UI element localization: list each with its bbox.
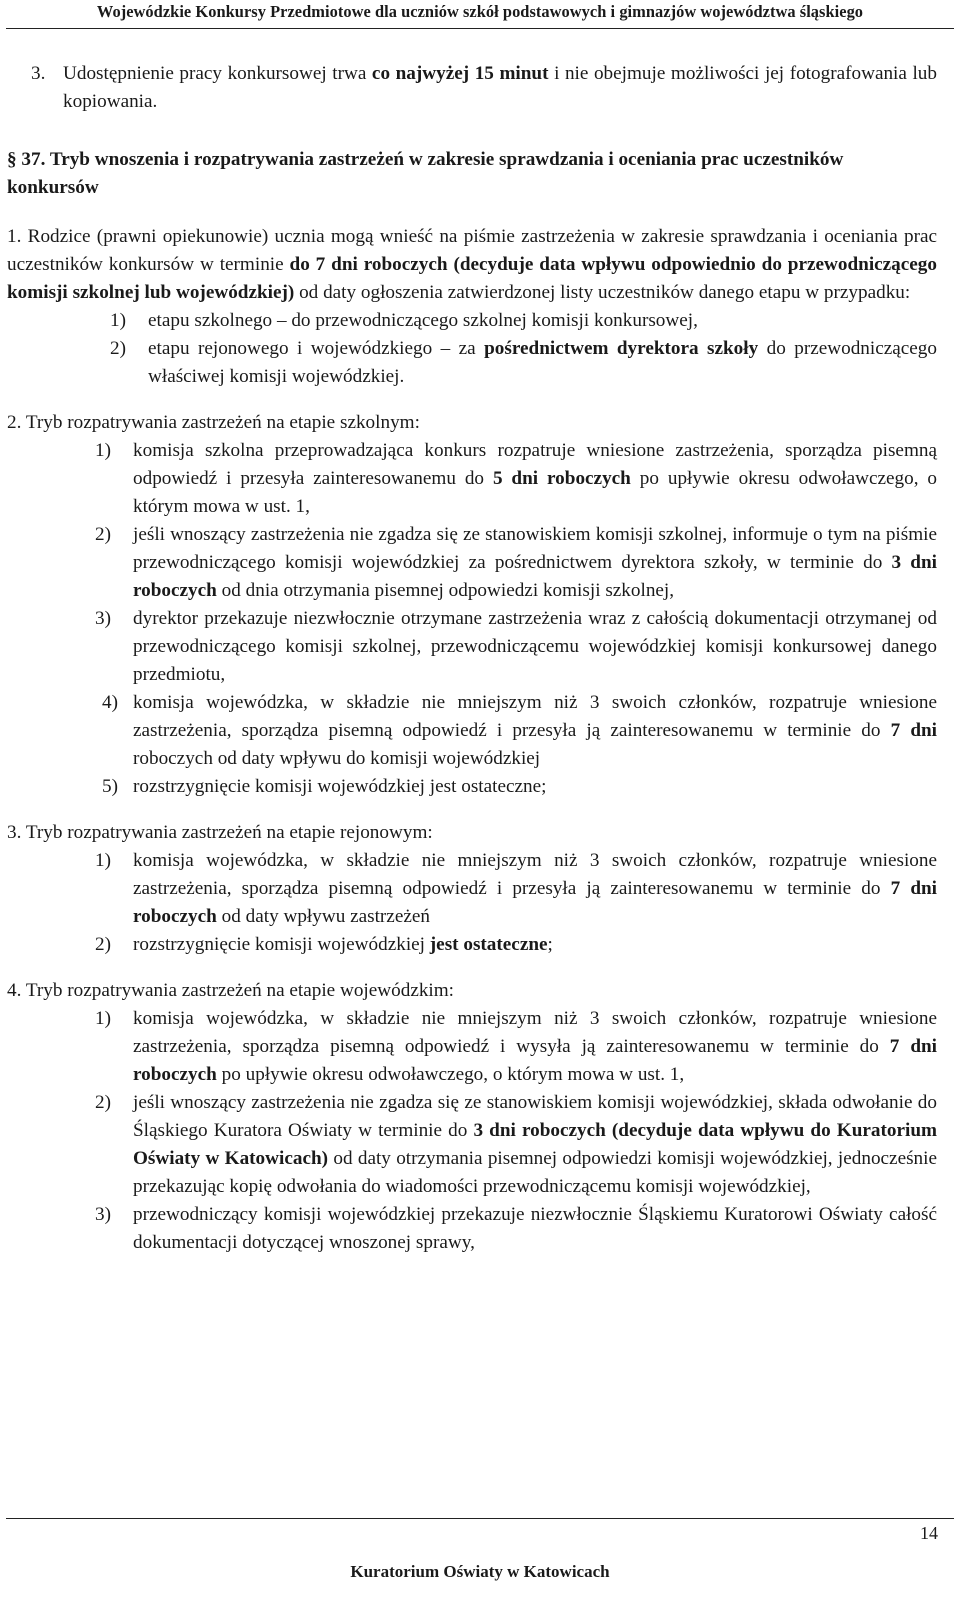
list-item-text [148, 307, 937, 335]
list-item-text-part: ; [547, 934, 553, 955]
list-item-text-part: etapu szkolnego – do przewodniczącego szkolnej komisji konkursowej, [148, 310, 698, 331]
list-item-text-part: rozstrzygnięcie komisji wojewódzkiej jest ostateczne; [133, 776, 547, 797]
list-item [95, 437, 937, 521]
page-header: Wojewódzkie Konkursy Przedmiotowe dla uczniów szkół podstawowych i gimnazjów województwa śląskiego [96, 2, 864, 21]
intro-item-text [63, 60, 937, 116]
intro-item [31, 60, 937, 116]
list-item-text [133, 521, 937, 605]
list-item-bold-part: 7 dni roboczych [133, 1036, 937, 1085]
list-item-text [133, 847, 937, 931]
page-footer: Kuratorium Oświaty w Katowicach [350, 1562, 610, 1581]
section-title: § 37. Tryb wnoszenia i rozpatrywania zastrzeżeń w zakresie sprawdzania i oceniania prac uczestników konkursów [7, 149, 844, 198]
list-item-text-part: komisja wojewódzka, w składzie nie mniejszym niż 3 swoich członków, rozpatruje wniesione zastrzeżenia, sporządza pisemną odpowiedź i przesyła ją zainteresowanemu w terminie do [133, 850, 937, 899]
list-item-number: 1) [95, 1008, 111, 1029]
list-item-number: 3) [95, 608, 111, 629]
list-item [95, 931, 937, 959]
list-item-text-part: od dnia otrzymania pisemnej odpowiedzi komisji szkolnej, [216, 580, 675, 601]
list-item-number: 5) [102, 776, 118, 797]
list-item-text-part: od daty wpływu zastrzeżeń [216, 906, 430, 927]
document-body [7, 60, 937, 1257]
list-item-bold-part: 3 dni roboczych [133, 552, 937, 601]
paragraph-2-heading: 2. Tryb rozpatrywania zastrzeżeń na etapie szkolnym: [7, 412, 420, 433]
list-item [95, 521, 937, 605]
list-item [95, 605, 937, 689]
list-item [95, 1089, 937, 1201]
list-item [110, 335, 937, 391]
list-item-number: 2) [110, 338, 126, 359]
list-item-text [133, 437, 937, 521]
header-divider [6, 28, 954, 29]
list-item-text [133, 689, 937, 773]
list-item-number: 1) [95, 440, 111, 461]
list-item-text-part: rozstrzygnięcie komisji wojewódzkiej [133, 934, 430, 955]
list-item-text [133, 605, 937, 689]
list-item-text-part: komisja wojewódzka, w składzie nie mniejszym niż 3 swoich członków, rozpatruje wniesione zastrzeżenia, sporządza pisemną odpowiedź i wysyła ją zainteresowanemu w terminie do [133, 1008, 937, 1057]
list-item [95, 847, 937, 931]
footer-divider [6, 1518, 954, 1519]
list-item-number: 2) [95, 524, 111, 545]
page-number: 14 [920, 1523, 938, 1543]
list-item-bold-part: jest ostateczne [429, 934, 548, 955]
paragraph-bold-text: do 7 dni roboczych (decyduje data wpływu odpowiednio do przewodniczącego komisji szkolnej lub wojewódzkiej) [7, 254, 937, 303]
paragraph-number: 1. [7, 226, 22, 247]
list-item-text [133, 1005, 937, 1089]
intro-text-part: i nie obejmuje możliwości jej fotografowania lub kopiowania. [63, 63, 937, 112]
intro-bold-part: co najwyżej 15 minut [371, 63, 549, 84]
list-item [95, 1201, 937, 1257]
list-item [102, 689, 937, 773]
list-item-text-part: etapu rejonowego i wojewódzkiego – za [148, 338, 485, 359]
list-item-text [133, 773, 937, 801]
list-item-number: 3) [95, 1204, 111, 1225]
paragraph-text: Rodzice (prawni opiekunowie) ucznia mogą wnieść na piśmie zastrzeżenia w zakresie sprawdzania i oceniania prac uczestników konkursów w terminie [7, 226, 937, 275]
paragraph-3-heading: 3. Tryb rozpatrywania zastrzeżeń na etapie rejonowym: [7, 822, 433, 843]
list-item-text [133, 931, 937, 959]
list-item-text-part: jeśli wnoszący zastrzeżenia nie zgadza się ze stanowiskiem komisji wojewódzkiej, składa odwołanie do Śląskiego Kuratora Oświaty w terminie do [133, 1092, 937, 1141]
list-item-text-part: komisja wojewódzka, w składzie nie mniejszym niż 3 swoich członków, rozpatruje wniesione zastrzeżenia, sporządza pisemną odpowiedź i przesyła ją zainteresowanemu w terminie do [133, 692, 937, 741]
list-item-text-part: jeśli wnoszący zastrzeżenia nie zgadza się ze stanowiskiem komisji szkolnej, informuje o tym na piśmie przewodniczącego komisji wojewódzkiej za pośrednictwem dyrektora szkoły, w terminie do [133, 524, 937, 573]
list-item [110, 307, 937, 335]
list-item-number: 4) [102, 692, 118, 713]
list-item-text-part: od daty otrzymania pisemnej odpowiedzi komisji wojewódzkiej, jednocześnie przekazując kopię odwołania do wiadomości przewodniczącemu komisji wojewódzkiej, [133, 1148, 937, 1197]
list-item-bold-part: 7 dni [890, 720, 937, 741]
paragraph-1 [7, 223, 937, 307]
list-item-text [133, 1201, 937, 1257]
list-item-number: 2) [95, 934, 111, 955]
list-item-text-part: roboczych od daty wpływu do komisji wojewódzkiej [133, 748, 541, 769]
list-item-number: 2) [95, 1092, 111, 1113]
list-item-text-part: komisja szkolna przeprowadzająca konkurs rozpatruje wniesione zastrzeżenia, sporządza pisemną odpowiedź i przesyła zainteresowanemu do [133, 440, 937, 489]
intro-text-part: Udostępnienie pracy konkursowej trwa [63, 63, 372, 84]
list-item-text [148, 335, 937, 391]
list-item-bold-part: pośrednictwem dyrektora szkoły [484, 338, 759, 359]
intro-item-number: 3. [31, 63, 46, 84]
list-item-text [133, 1089, 937, 1201]
list-item-number: 1) [110, 310, 126, 331]
list-item [102, 773, 937, 801]
list-item-number: 1) [95, 850, 111, 871]
paragraph-4-heading: 4. Tryb rozpatrywania zastrzeżeń na etapie wojewódzkim: [7, 980, 455, 1001]
paragraph-text: od daty ogłoszenia zatwierdzonej listy uczestników danego etapu w przypadku: [294, 282, 911, 303]
list-item-text-part: do przewodniczącego właściwej komisji wojewódzkiej. [148, 338, 937, 387]
list-item-bold-part: 3 dni roboczych (decyduje data wpływu do Kuratorium Oświaty w Katowicach) [133, 1120, 937, 1169]
list-item [95, 1005, 937, 1089]
list-item-text-part: dyrektor przekazuje niezwłocznie otrzymane zastrzeżenia wraz z całością dokumentacji otrzymanej od przewodniczącego komisji szkolnej, przewodniczącemu wojewódzkiej komisji konkursowej danego przedmiotu, [133, 608, 937, 685]
list-item-bold-part: 7 dni roboczych [133, 878, 937, 927]
list-item-bold-part: 5 dni roboczych [492, 468, 631, 489]
list-item-text-part: po upływie okresu odwoławczego, o którym mowa w ust. 1, [133, 468, 938, 517]
list-item-text-part: przewodniczący komisji wojewódzkiej przekazuje niezwłocznie Śląskiemu Kuratorowi Oświaty całość dokumentacji dotyczącej wnoszonej sprawy, [133, 1204, 937, 1253]
list-item-text-part: po upływie okresu odwoławczego, o którym mowa w ust. 1, [216, 1064, 685, 1085]
